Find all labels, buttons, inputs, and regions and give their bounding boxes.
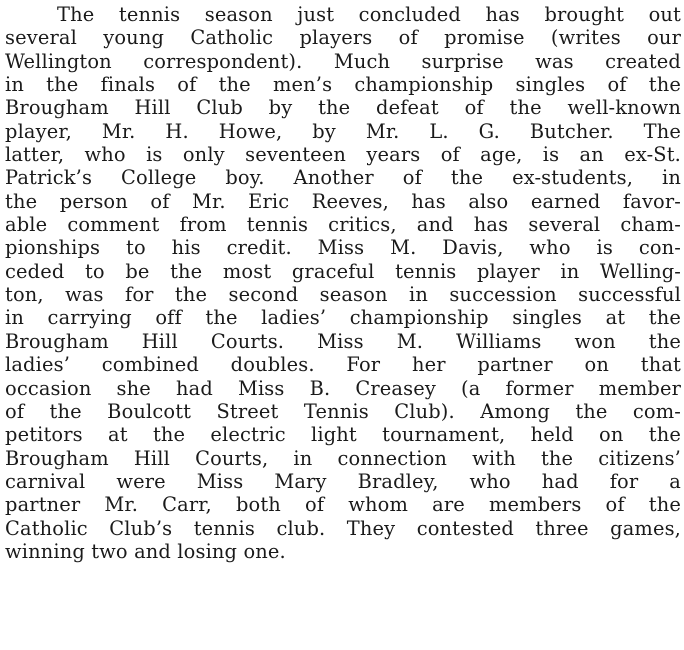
text-line: petitors at the electric light tournament, held on the [5, 423, 681, 447]
text-line: occasion she had Miss B. Creasey (a former member [5, 376, 681, 400]
text-line: ton, was for the second season in succession successful [5, 283, 681, 307]
text-line: Wellington correspondent). Much surprise was created [5, 49, 681, 73]
text-line: partner Mr. Carr, both of whom are members of the [5, 493, 681, 517]
text-line: of the Boulcott Street Tennis Club). Among the com- [5, 399, 681, 423]
text-line: ceded to be the most graceful tennis player in Welling- [5, 259, 681, 283]
text-line: pionships to his credit. Miss M. Davis, who is con- [5, 236, 681, 260]
text-line: Brougham Hill Courts. Miss M. Williams won the [5, 329, 681, 353]
text-line: in the finals of the men’s championship singles of the [5, 73, 681, 97]
text-line: able comment from tennis critics, and has several cham- [5, 213, 681, 237]
text-line: Patrick’s College boy. Another of the ex-students, in [5, 166, 681, 190]
text-line: carnival were Miss Mary Bradley, who had for a [5, 469, 681, 493]
text-line: in carrying off the ladies’ championship singles at the [5, 306, 681, 330]
text-line: winning two and losing one. [5, 539, 286, 563]
text-line: player, Mr. H. Howe, by Mr. L. G. Butcher. The [5, 119, 681, 143]
text-line: several young Catholic players of promise (writes our [5, 26, 681, 50]
text-line: the person of Mr. Eric Reeves, has also earned favor- [5, 189, 681, 213]
article-paragraph [5, 3, 681, 563]
text-line: The tennis season just concluded has brought out [57, 3, 681, 26]
text-line: Brougham Hill Club by the defeat of the well-known [5, 96, 681, 120]
text-line: Catholic Club’s tennis club. They contested three games, [5, 516, 681, 540]
text-line: latter, who is only seventeen years of age, is an ex-St. [5, 143, 681, 167]
text-line: Brougham Hill Courts, in connection with the citizens’ [5, 446, 681, 470]
text-line: ladies’ combined doubles. For her partner on that [5, 353, 681, 377]
